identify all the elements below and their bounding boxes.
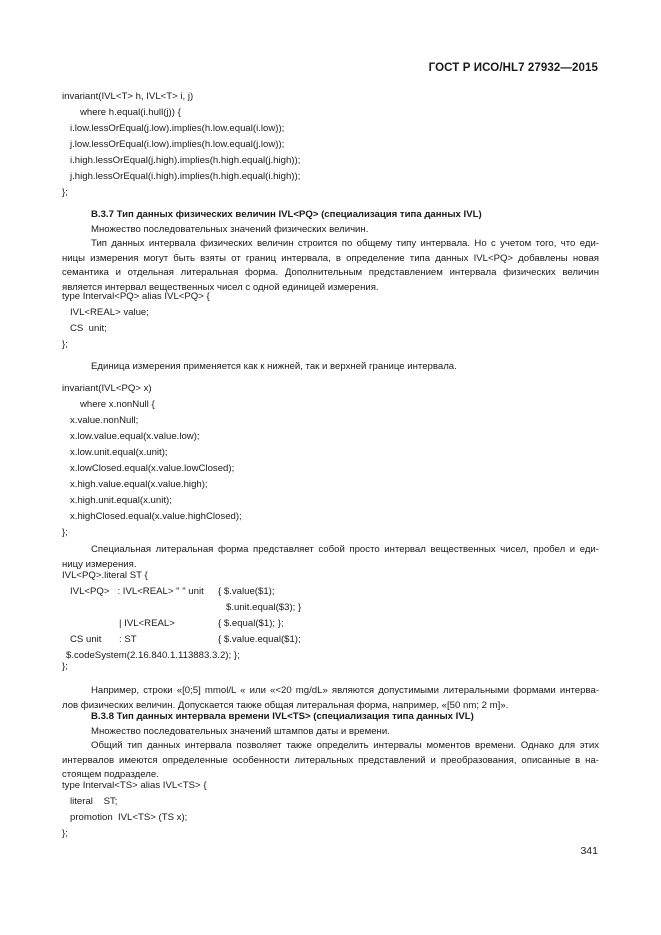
code-line: $.codeSystem(2.16.840.1.113883.3.2); }; [66, 650, 240, 661]
code-line: { $.value($1); [218, 586, 275, 597]
code-line: | IVL<REAL> [119, 618, 175, 629]
interval-ts-type-code [62, 778, 599, 842]
code-line: type Interval<PQ> alias IVL<PQ> { [62, 291, 210, 302]
code-line: type Interval<TS> alias IVL<TS> { [62, 780, 207, 791]
code-line: promotion IVL<TS> (TS x); [70, 812, 188, 823]
text-line: стоящем подразделе. [62, 769, 159, 780]
code-line: where h.equal(i.hull(j)) { [80, 107, 181, 118]
code-line: IVL<PQ>.literal ST { [62, 570, 148, 581]
text-line: Множество последовательных значений штампов даты и времени. [91, 725, 390, 737]
code-line: i.low.lessOrEqual(j.low).implies(h.low.equal(i.low)); [70, 123, 285, 134]
invariant-hull-code [62, 89, 599, 201]
code-line: j.low.lessOrEqual(i.low).implies(h.low.equal(j.low)); [70, 139, 285, 150]
code-line: invariant(IVL<T> h, IVL<T> i, j) [62, 91, 194, 102]
code-line: x.low.value.equal(x.value.low); [70, 431, 200, 442]
page-number: 341 [580, 845, 598, 857]
code-line: }; [62, 339, 68, 350]
code-line: CS unit [70, 634, 102, 645]
code-line: CS unit; [70, 323, 107, 334]
text-line: Например, строки «[0;5] mmol/L « или «<20 mg/dL» являются допустимыми литеральными формами интерва- [91, 685, 599, 696]
code-line: x.lowClosed.equal(x.value.lowClosed); [70, 463, 235, 474]
section-heading: В.3.7 Тип данных физических величин IVL<PQ> (специализация типа данных IVL) [91, 209, 482, 220]
text-line: интервалов имеются определенные особенности литеральных представлений и преобразования, описанные в на- [62, 754, 599, 766]
interval-pq-type-code [62, 289, 599, 353]
code-line: }; [62, 527, 68, 538]
code-line: x.high.value.equal(x.value.high); [70, 479, 208, 490]
text-line: ницы измерения могут быть взяты от границ интервала, в определение типа данных IVL<PQ> добавлены новая [62, 252, 599, 264]
invariant-pq-code [62, 381, 599, 541]
code-line: invariant(IVL<PQ> x) [62, 383, 152, 394]
code-line: x.high.unit.equal(x.unit); [70, 495, 172, 506]
example-paragraph [62, 684, 599, 713]
text-line: Специальная литеральная форма представляет собой просто интервал вещественных чисел, пробел и еди- [91, 544, 599, 555]
code-line: x.highClosed.equal(x.value.highClosed); [70, 511, 242, 522]
text-line: семантика и отдельная литеральная форма. Дополнительным представлением интервала физических величин [62, 267, 599, 278]
code-line: x.low.unit.equal(x.unit); [70, 447, 168, 458]
code-line: : ST [119, 634, 137, 645]
unit-note [62, 360, 599, 375]
code-line: { $.value.equal($1); [218, 634, 301, 645]
code-line: j.high.lessOrEqual(i.high).implies(h.high.equal(i.high)); [70, 171, 301, 182]
code-line: where x.nonNull { [80, 399, 155, 410]
code-line: i.high.lessOrEqual(j.high).implies(h.high.equal(j.high)); [70, 155, 301, 166]
text-line: Единица измерения применяется как к нижней, так и верхней границе интервала. [91, 361, 457, 372]
code-line: }; [62, 828, 68, 839]
section-paragraph [62, 237, 599, 295]
section-b38 [62, 710, 599, 783]
section-heading: В.3.8 Тип данных интервала времени IVL<TS> (специализация типа данных IVL) [91, 711, 474, 722]
text-line: лов физических величин. Допускается также общая литеральная форма, например, «[50 nm; 2 m]». [62, 699, 509, 711]
section-intro [62, 223, 599, 238]
code-line: }; [62, 187, 68, 198]
text-line: Множество последовательных значений физических величин. [91, 223, 369, 235]
code-line: }; [62, 661, 68, 672]
code-line: IVL<PQ> : IVL<REAL> " " unit [70, 586, 204, 597]
text-line: Тип данных интервала физических величин строится по общему типу интервала. Но с учетом того, что еди- [91, 238, 599, 249]
text-line: ницу измерения. [62, 558, 137, 570]
code-line: { $.equal($1); }; [218, 618, 284, 629]
code-line: IVL<REAL> value; [70, 307, 149, 318]
standard-header: ГОСТ Р ИСО/HL7 27932—2015 [428, 62, 598, 74]
text-line: является интервал вещественных чисел с одной единицей измерения. [62, 281, 379, 293]
code-line: x.value.nonNull; [70, 415, 139, 426]
code-line: $.unit.equal($3); } [226, 602, 302, 613]
section-b37 [62, 208, 599, 295]
section-paragraph [62, 739, 599, 783]
code-line: literal ST; [70, 796, 118, 807]
text-line: Общий тип данных интервала позволяет также определить интервалы моментов времени. Однако для этих [91, 740, 599, 751]
section-intro [62, 725, 599, 740]
